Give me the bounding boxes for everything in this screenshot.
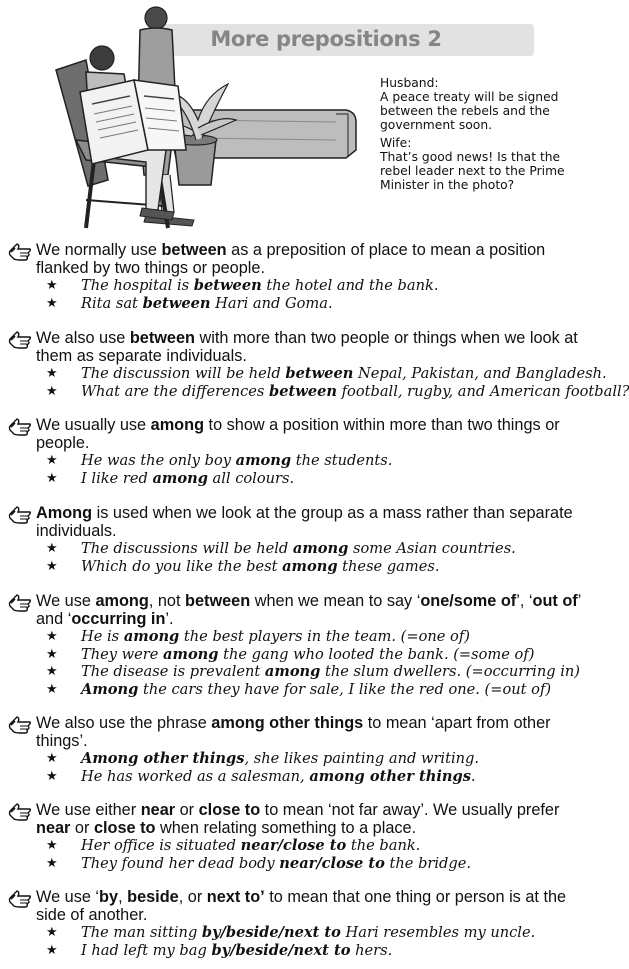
examples-list: [8, 365, 629, 400]
rule-text: [36, 329, 586, 365]
text-run: ’ and ‘: [36, 592, 581, 628]
example-item: [8, 837, 586, 855]
text-run: We also use: [36, 329, 130, 347]
text-run: .: [470, 767, 476, 785]
bold-term: among: [235, 452, 292, 469]
bold-term: occurring in: [71, 610, 166, 628]
bold-term: between: [142, 294, 211, 312]
text-run: I like red: [81, 469, 153, 487]
bold-term: Among: [81, 680, 139, 698]
example-item: [8, 681, 586, 699]
dialog-box: [380, 76, 585, 196]
text-run: The hospital is: [81, 277, 194, 294]
text-run: He was the only boy: [81, 452, 236, 469]
star-bullet-icon: ★: [46, 925, 58, 940]
bold-term: among: [264, 663, 321, 680]
star-bullet-icon: ★: [46, 453, 58, 468]
bold-term: between: [185, 592, 251, 610]
examples-list: [8, 628, 586, 698]
example-item: [8, 540, 586, 558]
illustration-couple-reading-newspaper: [46, 0, 386, 232]
star-bullet-icon: ★: [46, 942, 58, 958]
bold-term: among: [152, 469, 208, 487]
bold-term: between: [285, 365, 354, 382]
text-run: He has worked as a salesman,: [81, 767, 310, 785]
text-run: Rita sat: [81, 294, 143, 312]
example-item: [8, 663, 586, 681]
pointer-hand-icon: [8, 243, 32, 261]
text-run: the gang who looted the bank. (=some of): [218, 645, 535, 663]
text-run: The discussion will be held: [81, 365, 286, 382]
rule-section: [8, 714, 586, 785]
bold-term: out of: [532, 592, 578, 610]
star-bullet-icon: ★: [46, 383, 58, 399]
text-run: when we mean to say ‘: [250, 592, 421, 610]
text-run: ’.: [165, 610, 174, 628]
bold-term: near/close to: [279, 854, 385, 872]
text-run: The man sitting: [81, 924, 202, 941]
bold-term: Among: [36, 504, 93, 522]
rule-section: [8, 416, 586, 487]
text-run: They found her dead body: [81, 854, 280, 872]
text-run: to show a position within more than two things or people.: [36, 416, 560, 452]
text-run: the bank.: [346, 837, 421, 854]
pointer-hand-icon: [8, 594, 32, 612]
star-bullet-icon: ★: [46, 629, 58, 644]
example-item: [8, 470, 586, 488]
text-run: the cars they have for sale, I like the red one. (=out of): [138, 680, 552, 698]
bold-term: among: [282, 557, 338, 575]
bold-term: near: [36, 819, 71, 837]
rule-section: [8, 801, 586, 872]
example-item: [8, 452, 586, 470]
pointer-hand-icon: [8, 716, 32, 734]
bold-term: between: [161, 241, 227, 259]
text-run: to mean ‘not far away’. We usually prefer: [260, 801, 560, 819]
star-bullet-icon: ★: [46, 838, 58, 853]
text-run: , not: [148, 592, 186, 610]
examples-list: [8, 452, 586, 487]
bold-term: next to’: [206, 888, 265, 906]
text-run: the bridge.: [384, 854, 472, 872]
star-bullet-icon: ★: [46, 541, 58, 556]
star-bullet-icon: ★: [46, 278, 58, 293]
rule-section: [8, 888, 586, 959]
example-item: [8, 365, 607, 383]
examples-list: [8, 750, 586, 785]
text-run: We usually use: [36, 416, 151, 434]
star-bullet-icon: ★: [46, 664, 58, 679]
text-run: What are the differences: [81, 382, 270, 400]
text-run: Hari and Goma.: [210, 294, 333, 312]
bold-term: between: [193, 277, 262, 294]
star-bullet-icon: ★: [46, 768, 58, 784]
star-bullet-icon: ★: [46, 295, 58, 311]
page-title: More prepositions 2: [210, 27, 442, 51]
examples-list: [8, 540, 586, 575]
text-run: the slum dwellers. (=occurring in): [320, 663, 580, 680]
text-run: We use ‘: [36, 888, 100, 906]
text-run: football, rugby, and American football?: [337, 382, 629, 400]
husband-label: Husband:: [380, 76, 439, 90]
rule-section: [8, 592, 586, 698]
examples-list: [8, 924, 586, 959]
bold-term: between: [129, 329, 195, 347]
text-run: Nepal, Pakistan, and Bangladesh.: [353, 365, 607, 382]
star-bullet-icon: ★: [46, 681, 58, 697]
text-run: as a preposition of place to mean a position flanked by two things or people.: [36, 241, 546, 277]
text-run: ’, ‘: [516, 592, 533, 610]
bold-term: among other things: [309, 767, 471, 785]
text-run: ,: [118, 888, 128, 906]
bold-term: among: [292, 540, 349, 557]
example-item: [8, 750, 586, 768]
text-run: We use either: [36, 801, 141, 819]
bold-term: among: [123, 628, 180, 645]
text-run: the hotel and the bank.: [261, 277, 439, 294]
text-run: He is: [81, 628, 124, 645]
rule-text: [36, 888, 586, 924]
bold-term: near/close to: [240, 837, 347, 854]
rule-text: [36, 504, 586, 540]
text-run: The discussions will be held: [81, 540, 293, 557]
text-run: to mean ‘apart from other things’.: [36, 714, 551, 750]
example-item: [8, 855, 586, 873]
text-run: the best players in the team. (=one of): [179, 628, 470, 645]
examples-list: [8, 277, 586, 312]
text-run: They were: [81, 645, 164, 663]
text-run: with more than two people or things when we look at them as separate individuals.: [36, 329, 578, 365]
rule-text: [36, 416, 586, 452]
example-item: [8, 628, 586, 646]
text-run: some Asian countries.: [348, 540, 516, 557]
text-run: or: [175, 801, 199, 819]
pointer-hand-icon: [8, 803, 32, 821]
bold-term: among: [150, 416, 205, 434]
rule-section: [8, 504, 586, 575]
example-item: [8, 382, 629, 401]
star-bullet-icon: ★: [46, 646, 58, 662]
text-run: I had left my bag: [81, 941, 212, 959]
star-bullet-icon: ★: [46, 558, 58, 574]
star-bullet-icon: ★: [46, 751, 58, 766]
rule-text: [36, 241, 586, 277]
wife-label: Wife:: [380, 136, 412, 150]
bold-term: beside: [127, 888, 179, 906]
bold-term: by/beside/next to: [201, 924, 341, 941]
text-run: , she likes painting and writing.: [244, 750, 480, 767]
wife-line: That’s good news! Is that the rebel leader next to the Prime Minister in the photo?: [380, 150, 565, 192]
bold-term: among: [163, 645, 219, 663]
rule-text: [36, 592, 586, 628]
example-item: [8, 768, 586, 786]
text-run: the students.: [291, 452, 393, 469]
example-item: [8, 558, 586, 576]
bold-term: between: [269, 382, 338, 400]
text-run: , or: [178, 888, 207, 906]
bold-term: by: [99, 888, 119, 906]
example-item: [8, 277, 586, 295]
rule-section: [8, 241, 586, 312]
pointer-hand-icon: [8, 890, 32, 908]
bold-term: close to: [93, 819, 156, 837]
text-run: We also use the phrase: [36, 714, 212, 732]
example-item: [8, 942, 586, 960]
text-run: We use: [36, 592, 96, 610]
bold-term: Among other things: [81, 750, 245, 767]
example-item: [8, 924, 586, 942]
star-bullet-icon: ★: [46, 470, 58, 486]
pointer-hand-icon: [8, 418, 32, 436]
bold-term: near: [140, 801, 176, 819]
bold-term: among: [95, 592, 149, 610]
text-run: these games.: [337, 557, 440, 575]
examples-list: [8, 837, 586, 872]
text-run: We normally use: [36, 241, 162, 259]
bold-term: close to: [198, 801, 261, 819]
text-run: to mean that one thing or person is at the side of another.: [36, 888, 567, 924]
text-run: hers.: [350, 941, 393, 959]
bold-term: one/some of: [420, 592, 517, 610]
example-item: [8, 295, 586, 313]
star-bullet-icon: ★: [46, 855, 58, 871]
example-item: [8, 646, 586, 664]
pointer-hand-icon: [8, 331, 32, 349]
text-run: all colours.: [207, 469, 295, 487]
text-run: The disease is prevalent: [81, 663, 265, 680]
text-run: Her office is situated: [81, 837, 241, 854]
bold-term: by/beside/next to: [211, 941, 351, 959]
rule-section: [8, 329, 629, 400]
bold-term: among other things: [211, 714, 364, 732]
text-run: when relating something to a place.: [155, 819, 417, 837]
star-bullet-icon: ★: [46, 366, 58, 381]
husband-line: A peace treaty will be signed between the rebels and the government soon.: [380, 90, 559, 132]
text-run: Hari resembles my uncle.: [340, 924, 536, 941]
rule-text: [36, 801, 586, 837]
pointer-hand-icon: [8, 506, 32, 524]
rule-text: [36, 714, 586, 750]
text-run: or: [70, 819, 94, 837]
text-run: is used when we look at the group as a mass rather than separate individuals.: [36, 504, 573, 540]
text-run: Which do you like the best: [81, 557, 283, 575]
